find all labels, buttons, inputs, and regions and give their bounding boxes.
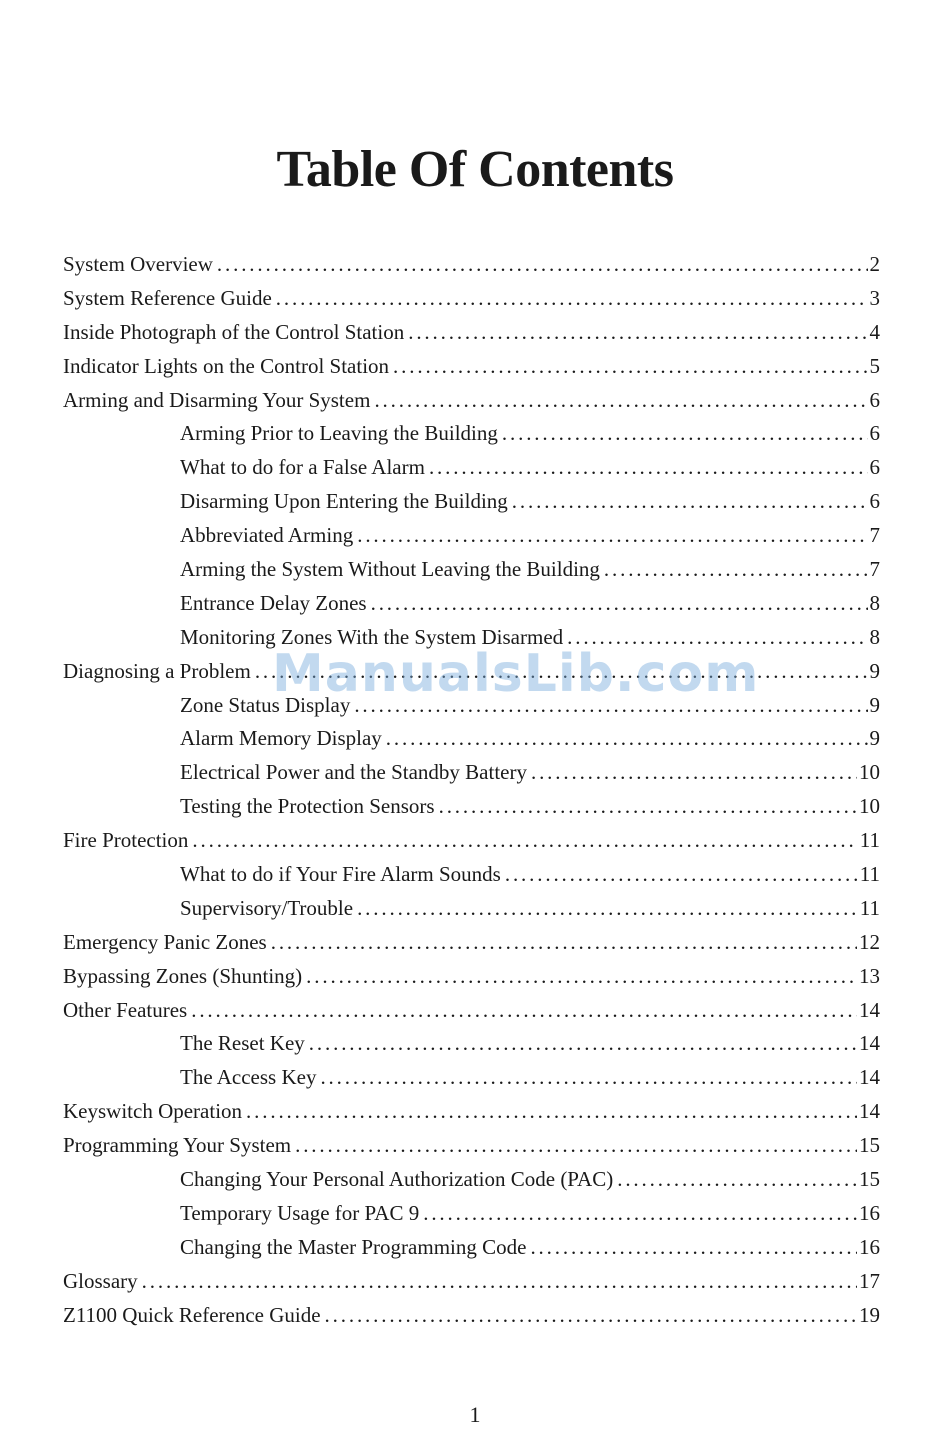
toc-dot-leader	[423, 1201, 857, 1226]
toc-entry-label: Testing the Protection Sensors	[180, 794, 435, 819]
toc-subentry[interactable]	[63, 421, 880, 455]
toc-entry-page: 10	[859, 794, 880, 819]
page-title: Table Of Contents	[276, 141, 674, 198]
toc-entry-label: Arming and Disarming Your System	[63, 387, 371, 412]
toc-entry-label: Arming Prior to Leaving the Building	[180, 421, 498, 446]
toc-entry-label: Zone Status Display	[180, 692, 351, 717]
toc-entry-page: 14	[859, 1065, 880, 1090]
toc-entry-page: 16	[859, 1234, 880, 1259]
toc-dot-leader	[276, 286, 868, 311]
toc-entry-label: System Overview	[63, 252, 213, 276]
toc-dot-leader	[531, 760, 857, 785]
toc-dot-leader	[429, 455, 868, 480]
toc-entry-page: 7	[869, 557, 880, 582]
toc-entry-label: Abbreviated Arming	[180, 523, 354, 548]
toc-entry[interactable]	[63, 1269, 880, 1303]
toc-entry-page: 14	[859, 1099, 880, 1124]
toc-dot-leader	[217, 252, 868, 277]
toc-entry[interactable]	[63, 930, 880, 964]
toc-entry-page: 5	[869, 353, 880, 378]
toc-dot-leader	[246, 1099, 857, 1124]
toc-entry-label: Diagnosing a Problem	[63, 658, 251, 683]
toc-entry-page: 11	[859, 862, 880, 887]
toc-entry[interactable]	[63, 354, 880, 388]
toc-entry-page: 2	[869, 252, 880, 276]
toc-entry-label: System Reference Guide	[63, 285, 272, 310]
watermark: ManualsLib.com	[272, 644, 760, 704]
toc-entry-page: 7	[869, 523, 880, 548]
toc-entry[interactable]	[63, 286, 880, 320]
toc-entry-label: Emergency Panic Zones	[63, 929, 267, 954]
toc-dot-leader	[505, 862, 858, 887]
toc-entry-label: What to do for a False Alarm	[180, 455, 425, 480]
toc-dot-leader	[325, 1303, 857, 1328]
toc-dot-leader	[512, 489, 868, 514]
toc-subentry[interactable]	[63, 557, 880, 591]
toc-dot-leader	[357, 523, 867, 548]
toc-subentry[interactable]	[63, 760, 880, 794]
toc-dot-leader	[306, 964, 857, 989]
toc-entry-page: 10	[859, 760, 880, 785]
toc-dot-leader	[530, 1235, 857, 1260]
toc-entry-label: Glossary	[63, 1268, 138, 1293]
toc-subentry[interactable]	[63, 1235, 880, 1269]
toc-entry[interactable]	[63, 998, 880, 1032]
toc-entry[interactable]	[63, 659, 880, 693]
toc-dot-leader	[567, 625, 867, 650]
toc-entry[interactable]	[63, 1303, 880, 1337]
toc-subentry[interactable]	[63, 1201, 880, 1235]
toc-dot-leader	[357, 896, 858, 921]
toc-entry-label: Changing Your Personal Authorization Code (PAC)	[180, 1167, 614, 1192]
toc-entry-page: 6	[869, 387, 880, 412]
toc-entry-label: Programming Your System	[63, 1133, 292, 1158]
toc-entry-page: 14	[859, 997, 880, 1022]
toc-entry-label: Arming the System Without Leaving the Building	[180, 557, 600, 582]
toc-entry-page: 9	[869, 726, 880, 751]
toc-entry-page: 15	[859, 1133, 880, 1158]
toc-entry[interactable]	[63, 964, 880, 998]
toc-entry[interactable]	[63, 252, 880, 286]
toc-entry-page: 6	[869, 489, 880, 514]
toc-entry-label: Disarming Upon Entering the Building	[180, 489, 508, 514]
toc-dot-leader	[502, 421, 868, 446]
toc-entry-page: 17	[859, 1268, 880, 1293]
toc-subentry[interactable]	[63, 489, 880, 523]
toc-entry-label: Electrical Power and the Standby Battery	[180, 760, 527, 785]
toc-subentry[interactable]	[63, 726, 880, 760]
toc-entry-label: Fire Protection	[63, 828, 189, 853]
toc-entry-page: 13	[859, 963, 880, 988]
toc-entry-page: 8	[869, 624, 880, 649]
toc-entry-label: Alarm Memory Display	[180, 726, 382, 751]
toc-entry-label: Other Features	[63, 997, 188, 1022]
toc-dot-leader	[408, 320, 867, 345]
toc-entry-label: What to do if Your Fire Alarm Sounds	[180, 862, 501, 887]
toc-subentry[interactable]	[63, 1065, 880, 1099]
toc-entry-page: 3	[869, 285, 880, 310]
toc-subentry[interactable]	[63, 625, 880, 659]
toc-entry-page: 15	[859, 1167, 880, 1192]
toc-entry-page: 6	[869, 421, 880, 446]
toc-entry[interactable]	[63, 1133, 880, 1167]
toc-dot-leader	[604, 557, 868, 582]
toc-entry[interactable]	[63, 828, 880, 862]
toc-dot-leader	[374, 388, 867, 413]
toc-entry-label: Bypassing Zones (Shunting)	[63, 963, 303, 988]
toc-dot-leader	[617, 1167, 857, 1192]
toc-entry-label: Supervisory/Trouble	[180, 895, 354, 920]
page-number: 1	[469, 1402, 481, 1427]
toc-subentry[interactable]	[63, 1167, 880, 1201]
toc-entry-label: Inside Photograph of the Control Station	[63, 319, 405, 344]
toc-entry-page: 14	[859, 1031, 880, 1056]
toc-dot-leader	[393, 354, 867, 379]
toc-entry-label: The Access Key	[180, 1065, 317, 1090]
toc-subentry[interactable]	[63, 1031, 880, 1065]
toc-entry-label: Entrance Delay Zones	[180, 590, 367, 615]
toc-subentry[interactable]	[63, 693, 880, 727]
toc-entry-page: 6	[869, 455, 880, 480]
toc-dot-leader	[371, 591, 868, 616]
toc-entry-label: Changing the Master Programming Code	[180, 1234, 527, 1259]
toc-dot-leader	[320, 1065, 857, 1090]
toc-subentry[interactable]	[63, 862, 880, 896]
toc-entry[interactable]	[63, 320, 880, 354]
toc-entry[interactable]	[63, 1099, 880, 1133]
toc-subentry[interactable]	[63, 896, 880, 930]
toc-dot-leader	[386, 726, 868, 751]
toc-entry[interactable]	[63, 388, 880, 422]
toc-dot-leader	[354, 693, 867, 718]
toc-entry-label: Z1100 Quick Reference Guide	[63, 1302, 321, 1327]
toc-dot-leader	[309, 1031, 857, 1056]
toc-subentry[interactable]	[63, 523, 880, 557]
toc-dot-leader	[271, 930, 857, 955]
toc-entry-label: Indicator Lights on the Control Station	[63, 353, 390, 378]
toc-entry-page: 8	[869, 590, 880, 615]
toc-entry-label: The Reset Key	[180, 1031, 305, 1056]
toc-entry-label: Temporary Usage for PAC 9	[180, 1200, 420, 1225]
toc-subentry[interactable]	[63, 455, 880, 489]
toc-dot-leader	[142, 1269, 857, 1294]
toc-dot-leader	[439, 794, 857, 819]
toc-dot-leader	[295, 1133, 857, 1158]
toc-entry-page: 19	[859, 1302, 880, 1327]
toc-subentry[interactable]	[63, 591, 880, 625]
toc-entry-page: 9	[869, 658, 880, 683]
toc-entry-label: Keyswitch Operation	[63, 1099, 243, 1124]
toc-subentry[interactable]	[63, 794, 880, 828]
toc-dot-leader	[255, 659, 868, 684]
toc-dot-leader	[192, 828, 857, 853]
toc-dot-leader	[191, 998, 857, 1023]
toc-entry-page: 9	[869, 692, 880, 717]
toc-entry-page: 12	[859, 929, 880, 954]
toc-entry-page: 11	[859, 895, 880, 920]
toc-entry-label: Monitoring Zones With the System Disarmed	[180, 624, 564, 649]
toc-entry-page: 4	[869, 319, 880, 344]
toc-entry-page: 11	[859, 828, 880, 853]
toc-entry-page: 16	[859, 1200, 880, 1225]
table-of-contents	[63, 252, 880, 1337]
